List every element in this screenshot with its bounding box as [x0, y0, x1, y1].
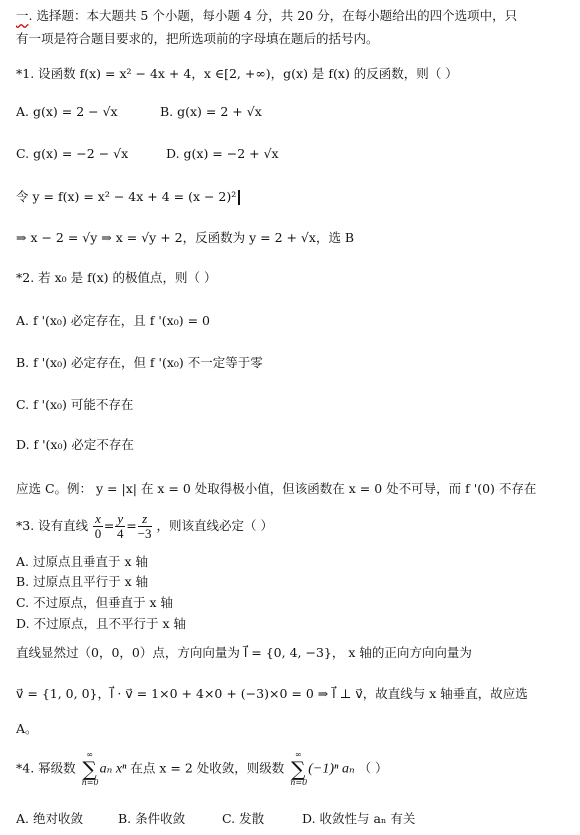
q4-term1: aₙ xⁿ [99, 761, 127, 777]
q1-solution-line2: ⇒ x − 2 = √y ⇒ x = √y + 2，反函数为 y = 2 + √x，选 B [16, 230, 355, 245]
summation-symbol-1 [82, 751, 98, 787]
q3-option-b: B. 过原点且平行于 x 轴 [16, 574, 149, 589]
q3-solution-line2: v⃗ = {1, 0, 0}，l⃗ · v⃗ = 1×0 + 4×0 + (−3)×0 = 0 ⇒ l⃗ ⊥ v⃗，故直线与 x 轴垂直，故应选 [16, 686, 528, 701]
q3-option-d: D. 不过原点，且不平行于 x 轴 [16, 616, 187, 631]
q1-option-a: A. g(x) = 2 − √x [16, 104, 118, 119]
q3-frac3-num: z [138, 512, 152, 527]
q3-fraction-y [115, 512, 125, 541]
q1-stem: *1. 设函数 f(x) = x² − 4x + 4，x ∈[2, +∞)，g(x) 是 f(x) 的反函数，则（ ） [16, 66, 458, 81]
section-intro-line2: 有一项是符合题目要求的，把所选项前的字母填在题后的括号内。 [16, 31, 379, 46]
q3-frac2-num: y [117, 511, 124, 526]
q2-option-a: A. f '(x₀) 必定存在，且 f '(x₀) = 0 [16, 313, 210, 328]
section-number: 一 [16, 8, 29, 23]
q4-option-c: C. 发散 [222, 811, 265, 826]
q3-fraction-z [138, 512, 152, 541]
q3-solution-line3: A。 [16, 721, 38, 736]
q3-option-a: A. 过原点且垂直于 x 轴 [16, 554, 148, 569]
q4-stem [16, 751, 388, 787]
q3-stem: *3. 设有直线 $\frac{x}{0}$ = $\frac{y}{4}$ = $\frac{z}{-3}$ ，则该直线必定（ ） [16, 511, 273, 541]
q2-option-c: C. f '(x₀) 可能不存在 [16, 397, 134, 412]
q3-frac1-num: x [95, 511, 101, 526]
q1-option-c: C. g(x) = −2 − √x [16, 146, 129, 161]
q3-frac3-den: −3 [137, 526, 152, 541]
q3-solution-line1: 直线显然过（0，0，0）点，方向向量为 l⃗ = {0, 4, −3}， x 轴的正向方向向量为 [16, 645, 472, 660]
q2-stem: *2. 若 x₀ 是 f(x) 的极值点，则（ ） [16, 270, 217, 285]
sum2-lower: n=0 [290, 778, 308, 787]
q4-option-d: D. 收敛性与 aₙ 有关 [302, 811, 416, 826]
section-intro: . 选择题：本大题共 5 个小题，每小题 4 分，共 20 分，在每小题给出的四个选项中，只 [28, 8, 518, 23]
q3-stem-pre: *3. 设有直线 [16, 518, 89, 533]
q3-frac1-den: 0 [94, 526, 102, 541]
q1-solution-text: 令 y = f(x) = x² − 4x + 4 = (x − 2)² [16, 189, 237, 204]
q2-option-b: B. f '(x₀) 必定存在，但 f '(x₀) 不一定等于零 [16, 355, 263, 370]
sigma-icon: ∑ [82, 757, 97, 781]
q3-option-c: C. 不过原点，但垂直于 x 轴 [16, 595, 174, 610]
q4-stem-pre: *4. 幂级数 [16, 760, 76, 776]
q1-solution-line1 [16, 187, 240, 205]
sum2-upper: ∞ [294, 750, 302, 759]
q1-option-d: D. g(x) = −2 + √x [166, 146, 279, 161]
q3-stem-post: ，则该直线必定（ ） [156, 518, 273, 533]
q3-frac2-den: 4 [117, 526, 124, 541]
sigma-icon: ∑ [291, 757, 306, 781]
q4-term2: (−1)ⁿ aₙ [308, 761, 355, 777]
sum1-lower: n=0 [81, 778, 99, 787]
q4-option-a: A. 绝对收敛 [16, 811, 83, 826]
q2-solution: 应选 C。例： y = |x| 在 x = 0 处取得极小值，但该函数在 x = 0 处不可导，而 f '(0) 不存在 [16, 481, 537, 496]
q4-stem-post: （ ） [358, 760, 388, 776]
text-cursor [238, 190, 240, 205]
q4-option-b: B. 条件收敛 [118, 811, 186, 826]
summation-symbol-2 [290, 751, 306, 787]
sum1-upper: ∞ [86, 750, 93, 759]
q2-option-d: D. f '(x₀) 必定不存在 [16, 437, 134, 452]
q4-stem-mid: 在点 x = 2 处收敛，则级数 [126, 760, 285, 776]
q1-option-b: B. g(x) = 2 + √x [160, 104, 262, 119]
q3-fraction-x [93, 512, 103, 541]
section-heading [16, 6, 517, 24]
